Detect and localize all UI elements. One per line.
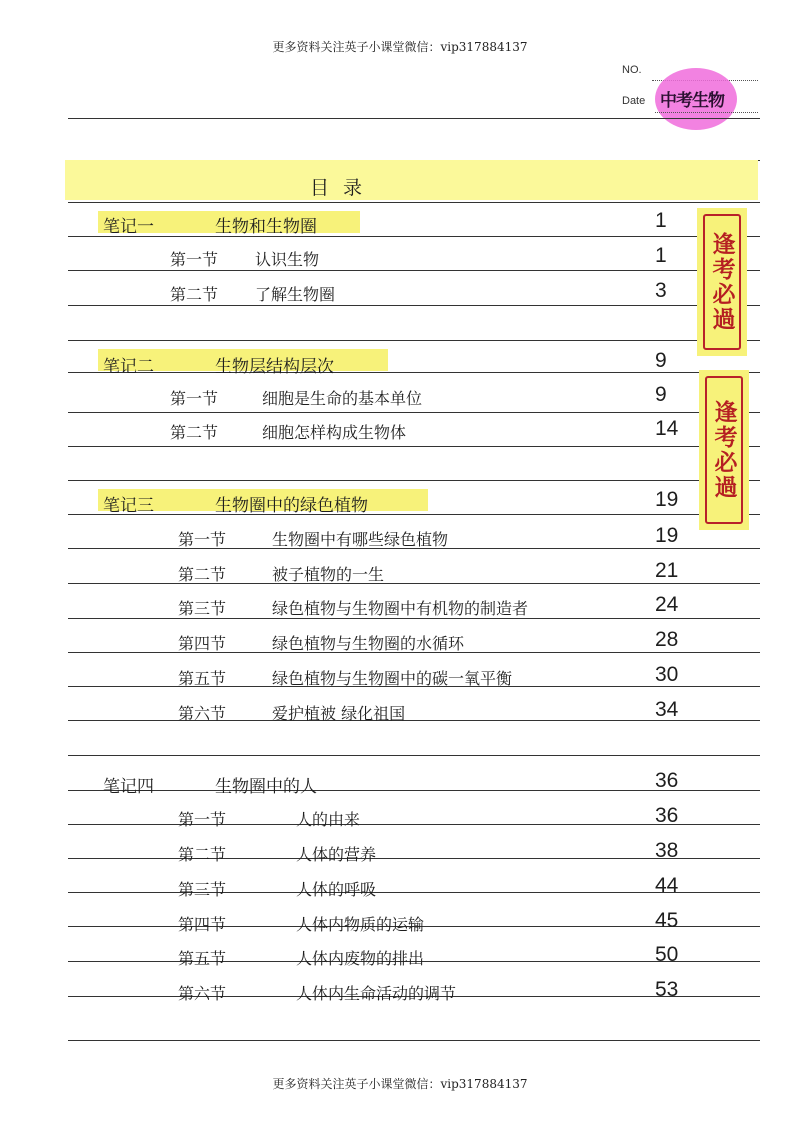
section-label: 第一节 [178, 810, 227, 829]
date-stamp-text: 中考生物 [660, 91, 724, 111]
section-title: 绿色植物与生物圈中有机物的制造者 [272, 599, 529, 618]
section-title: 绿色植物与生物圈的水循环 [272, 634, 465, 653]
section-title: 爱护植被 绿化祖国 [272, 704, 406, 723]
section-label: 第二节 [178, 845, 227, 864]
chapter-title: 生物圈中的绿色植物 [215, 496, 368, 516]
title-highlight [65, 160, 758, 200]
chapter-page: 1 [655, 209, 667, 232]
ruled-line [68, 305, 760, 306]
chapter-label: 笔记二 [103, 357, 154, 377]
section-label: 第二节 [170, 285, 219, 304]
section-label: 第三节 [178, 599, 227, 618]
section-label: 第二节 [170, 423, 219, 442]
section-title: 人体内物质的运输 [296, 915, 425, 934]
date-label: Date [622, 95, 646, 107]
footer-note: 更多资料关注英子小课堂微信：vip317884137 [272, 1077, 528, 1091]
section-page: 3 [655, 279, 667, 302]
no-label: NO. [622, 64, 642, 76]
section-label: 第一节 [178, 530, 227, 549]
section-label: 第四节 [178, 634, 227, 653]
section-page: 19 [655, 524, 679, 547]
ruled-line [68, 514, 760, 515]
chapter-title: 生物和生物圈 [215, 217, 317, 237]
seal-text: 逢考必過 [708, 232, 736, 332]
section-title: 人体内生命活动的调节 [296, 984, 457, 1003]
section-title: 细胞是生命的基本单位 [262, 389, 423, 408]
section-page: 1 [655, 244, 667, 267]
ruled-line [68, 340, 760, 341]
section-page: 44 [655, 874, 679, 897]
section-page: 14 [655, 417, 679, 440]
section-page: 38 [655, 839, 679, 862]
ruled-line [68, 755, 760, 756]
section-title: 人体的营养 [296, 845, 377, 864]
section-title: 人体的呼吸 [296, 880, 377, 899]
ruled-line [68, 118, 760, 119]
section-label: 第六节 [178, 984, 227, 1003]
section-title: 生物圈中有哪些绿色植物 [272, 530, 449, 549]
section-page: 28 [655, 628, 679, 651]
seal-stamp [697, 208, 747, 356]
seal-stamp [699, 370, 749, 530]
chapter-label: 笔记一 [103, 217, 154, 237]
ruled-line [68, 480, 760, 481]
section-page: 50 [655, 943, 679, 966]
chapter-page: 19 [655, 488, 679, 511]
section-label: 第五节 [178, 669, 227, 688]
section-title: 了解生物圈 [255, 285, 336, 304]
chapter-title: 生物层结构层次 [215, 357, 334, 377]
section-page: 30 [655, 663, 679, 686]
ruled-line [68, 1040, 760, 1041]
section-title: 人的由来 [296, 810, 361, 829]
ruled-line [68, 583, 760, 584]
chapter-page: 36 [655, 769, 679, 792]
section-label: 第一节 [170, 389, 219, 408]
section-page: 34 [655, 698, 679, 721]
chapter-label: 笔记四 [103, 777, 154, 797]
section-label: 第四节 [178, 915, 227, 934]
section-label: 第六节 [178, 704, 227, 723]
section-page: 45 [655, 909, 679, 932]
section-title: 被子植物的一生 [272, 565, 385, 584]
section-page: 9 [655, 383, 667, 406]
chapter-label: 笔记三 [103, 496, 154, 516]
section-page: 36 [655, 804, 679, 827]
section-page: 24 [655, 593, 679, 616]
ruled-line [68, 412, 760, 413]
header-note: 更多资料关注英子小课堂微信：vip317884137 [272, 40, 528, 54]
ruled-line [68, 202, 760, 203]
toc-title: 目录 [310, 177, 377, 199]
date-line [655, 112, 758, 113]
section-title: 人体内废物的排出 [296, 949, 425, 968]
seal-text: 逢考必過 [710, 400, 738, 500]
chapter-page: 9 [655, 349, 667, 372]
section-title: 绿色植物与生物圈中的碳一氧平衡 [272, 669, 513, 688]
section-title: 细胞怎样构成生物体 [262, 423, 407, 442]
section-label: 第二节 [178, 565, 227, 584]
ruled-line [68, 446, 760, 447]
ruled-line [68, 236, 760, 237]
section-label: 第一节 [170, 250, 219, 269]
chapter-title: 生物圈中的人 [215, 777, 317, 797]
section-label: 第三节 [178, 880, 227, 899]
section-title: 认识生物 [255, 250, 320, 269]
section-label: 第五节 [178, 949, 227, 968]
section-page: 53 [655, 978, 679, 1001]
section-page: 21 [655, 559, 679, 582]
ruled-line [68, 270, 760, 271]
